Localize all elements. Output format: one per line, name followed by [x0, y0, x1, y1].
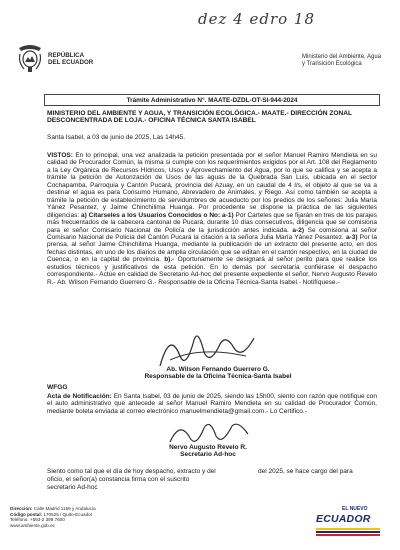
- republic-label: REPÚBLICA DEL ECUADOR: [48, 52, 94, 67]
- place-date: Santa Isabel, a 03 de junio de 2025, Las 14h45.: [47, 134, 186, 141]
- certification-text-left: Siento como tal que el día de hoy despacho, extracto y del oficio, el señor(a) constancia firma con el suscrito secretario Ad-hoc: [47, 468, 216, 491]
- handwritten-note: dez 4 edro 18: [198, 10, 315, 28]
- tramite-number-box: Trámite Administrativo N°. MAATE-DZDL-OT-SI-944-2024: [44, 94, 380, 106]
- ministry-label: Ministerio del Ambiente, Agua y Transición Ecológica: [302, 54, 382, 68]
- certification-text-right: del 2025, se hace cargo del para: [258, 468, 353, 475]
- signature-block-1: Ab. Wilson Fernando Guerrero G. Responsable de la Oficina Técnica-Santa Isabel: [144, 366, 292, 381]
- resolution-body: VISTOS: En lo principal, una vez analizada la petición presentada por el señor Manuel Ramiro Mendieta en su calidad de Procurador Común, la misma si cumple con los requerimientos exigidos por el Art. 108 del Reglamento a la Ley Orgánica de Recursos Hídricos, Usos y Aprovechamiento del Agua, por lo que se califica y se acepta a trámite la petición de Autorización de Usos de las aguas de la Quebrada San Luis, ubicada en el sector Cochapamba, Parroquia y Cantón Pucará, provincia del Azuay, en un caudal de 4 l/s, el objeto al que se va a destinar el agua es para Consumo Humano, Abrevadero de Animales, y Riego. Así como también se acepta a trámite la petición de establecimiento de servidumbres de acueducto por los predios de los señores: Julia María Yánez Pesantez, y Jaime Chinchilima Huanga. Por procedente se dispone la práctica de las siguientes diligencias: a) Cítarseles a los Usuarios Conocidos o No: a-1) Por Carteles que se fijarán en tres de los parajes más frecuentados de la cabecera cantonal de Pucará, durante 10 días consecutivos, diligencia que se comisiona para el señor Comisario Nacional de Policía de la jurisdicción antes indicada. a-2) Se comisiona al señor Comisario Nacional de Policía del Cantón Pucará la citación a la señora Julia María Yánez Pesantez. a-3) Por la prensa, al señor Jaime Chinchilima Huanga, mediante la publicación de un extracto del presente acto, en dos fechas distintas, en uno de los diarios de amplia circulación que se editan en el cantón respectivo, en la ciudad de Cuenca, o en la capital de provincia. b).- Oportunamente se designará al señor perito para que realice los estudios técnicos y justificativos de esta petición. En lo demás por secretaría confiérase el despacho correspondiente.- Actúe en calidad de Secretario Ad-hoc del presente expediente el señor, Nervo Augusto Revelo R.- Ab. Wilson Fernando Guerrero G.- Responsable de la Oficina Técnica-Santa Isabel.- Notifíquese.-: [47, 152, 377, 286]
- notification-act: Acta de Notificación: En Santa Isabel, 03 de junio de 2025, siendo las 15h00, siento con razón que notifique con el auto administrativo que antecede al señor Manuel Ramiro Mendieta en su calidad de Procurador Común, mediante boleta enviada al correo electrónico manuelmendieta@gmail.com.- Lo Certifico.-: [47, 393, 377, 415]
- logo-stripe-red: [316, 534, 380, 536]
- signature-block-2: Nervo Augusto Revelo R. Secretario Ad-hoc: [169, 444, 247, 459]
- document-header: [10, 40, 384, 84]
- ecuador-coat-of-arms-icon: [16, 42, 44, 74]
- el-nuevo-ecuador-logo: EL NUEVO ECUADOR: [312, 506, 382, 538]
- vistos-label: VISTOS:: [47, 152, 73, 159]
- footer-address: Dirección: Calle Madrid 1159 y Andalucía Código postal: 170525 / Quito-Ecuador Teléfono: +593-2 398 7600 www.ambiente.gob.ec: [10, 506, 96, 528]
- ministry-title: MINISTERIO DEL AMBIENTE Y AGUA, Y TRANSICIÓN ECOLÓGICA.- MAATE.- DIRECCIÓN ZONAL DESCONCENTRADA DE LOJA.- OFICINA TÉCNICA SANTA ISABEL: [47, 110, 352, 125]
- initials: WFGG: [47, 384, 68, 391]
